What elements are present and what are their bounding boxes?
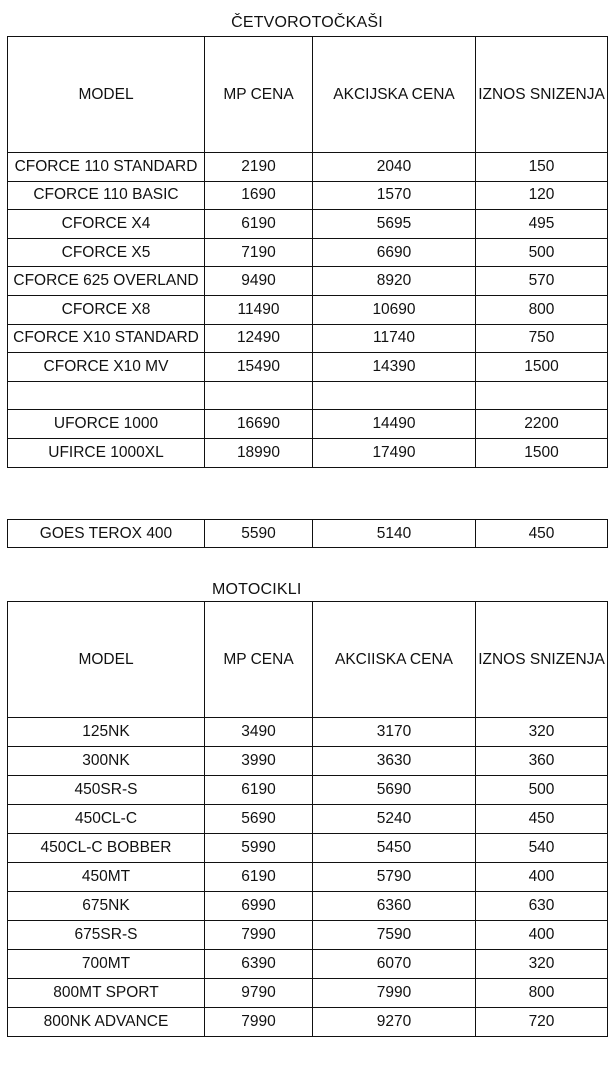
- cell-iznos-snizenja: 400: [476, 921, 608, 950]
- cell-iznos-snizenja: 540: [476, 834, 608, 863]
- cell-akcijska-cena: 11740: [313, 324, 476, 353]
- moto-price-table: [7, 601, 608, 1037]
- cell-model: CFORCE 110 STANDARD: [8, 153, 205, 182]
- cell-iznos-snizenja: 400: [476, 863, 608, 892]
- cell-iznos-snizenja: 450: [476, 805, 608, 834]
- header-mp-cena: MP CENA: [205, 37, 313, 153]
- cell-mp-cena: 3990: [205, 747, 313, 776]
- atv-price-table: [7, 36, 608, 468]
- cell-mp-cena: 5990: [205, 834, 313, 863]
- cell-akcijska-cena: 5240: [313, 805, 476, 834]
- cell-iznos-snizenja: 2200: [476, 410, 608, 439]
- table-row: [8, 805, 608, 834]
- cell-akcijska-cena: 17490: [313, 438, 476, 467]
- cell-mp-cena: 6990: [205, 892, 313, 921]
- cell-iznos-snizenja: 800: [476, 295, 608, 324]
- cell-iznos-snizenja: 360: [476, 747, 608, 776]
- cell-akcijska-cena: 5790: [313, 863, 476, 892]
- cell-iznos-snizenja: 750: [476, 324, 608, 353]
- cell-model: 675NK: [8, 892, 205, 921]
- cell-model: UFORCE 1000: [8, 410, 205, 439]
- cell-iznos-snizenja: 500: [476, 776, 608, 805]
- cell-mp-cena: 9490: [205, 267, 313, 296]
- cell-model: 700MT: [8, 950, 205, 979]
- table-row: [8, 520, 608, 548]
- table-row: [8, 267, 608, 296]
- atv-title: ČETVOROTOČKAŠI: [231, 14, 383, 31]
- cell-mp-cena: 2190: [205, 153, 313, 182]
- cell-model: 450MT: [8, 863, 205, 892]
- cell-mp-cena: [205, 381, 313, 410]
- cell-model: CFORCE 625 OVERLAND: [8, 267, 205, 296]
- cell-model: 675SR-S: [8, 921, 205, 950]
- cell-mp-cena: 11490: [205, 295, 313, 324]
- cell-akcijska-cena: 7590: [313, 921, 476, 950]
- cell-mp-cena: 7990: [205, 921, 313, 950]
- moto-title: MOTOCIKLI: [212, 581, 302, 598]
- table-row: [8, 438, 608, 467]
- cell-model: UFIRCE 1000XL: [8, 438, 205, 467]
- cell-mp-cena: 16690: [205, 410, 313, 439]
- cell-model: CFORCE X8: [8, 295, 205, 324]
- cell-iznos-snizenja: 120: [476, 181, 608, 210]
- cell-akcijska-cena: 14390: [313, 353, 476, 382]
- cell-akcijska-cena: 3170: [313, 718, 476, 747]
- cell-iznos-snizenja: 800: [476, 979, 608, 1008]
- cell-mp-cena: 6390: [205, 950, 313, 979]
- cell-akcijska-cena: 5450: [313, 834, 476, 863]
- table-row: [8, 295, 608, 324]
- cell-model: CFORCE X4: [8, 210, 205, 239]
- cell-model: CFORCE X5: [8, 238, 205, 267]
- table-row: [8, 1008, 608, 1037]
- table-row: [8, 892, 608, 921]
- cell-akcijska-cena: 8920: [313, 267, 476, 296]
- header-akcijska-cena: AKCIISKA CENA: [313, 602, 476, 718]
- table-row: [8, 950, 608, 979]
- cell-model: 300NK: [8, 747, 205, 776]
- table-row: [8, 863, 608, 892]
- header-iznos-snizenja: IZNOS SNIZENJA: [476, 37, 608, 153]
- table-header-row: [8, 602, 608, 718]
- cell-model: 450CL-C: [8, 805, 205, 834]
- cell-mp-cena: 9790: [205, 979, 313, 1008]
- table-row: [8, 718, 608, 747]
- table-row: [8, 776, 608, 805]
- header-model: MODEL: [8, 37, 205, 153]
- table-row: [8, 324, 608, 353]
- table-row: [8, 238, 608, 267]
- cell-model: CFORCE 110 BASIC: [8, 181, 205, 210]
- cell-model: CFORCE X10 STANDARD: [8, 324, 205, 353]
- cell-iznos-snizenja: 570: [476, 267, 608, 296]
- cell-iznos-snizenja: 720: [476, 1008, 608, 1037]
- cell-akcijska-cena: 9270: [313, 1008, 476, 1037]
- cell-mp-cena: 6190: [205, 210, 313, 239]
- table-row: [8, 921, 608, 950]
- cell-model: 125NK: [8, 718, 205, 747]
- cell-mp-cena: 15490: [205, 353, 313, 382]
- table-row: [8, 834, 608, 863]
- cell-akcijska-cena: 1570: [313, 181, 476, 210]
- cell-akcijska-cena: 5690: [313, 776, 476, 805]
- cell-iznos-snizenja: 1500: [476, 353, 608, 382]
- header-iznos-snizenja: IZNOS SNIZENJA: [476, 602, 608, 718]
- cell-akcijska-cena: 14490: [313, 410, 476, 439]
- cell-akcijska-cena: 7990: [313, 979, 476, 1008]
- table-row: [8, 353, 608, 382]
- cell-iznos-snizenja: 320: [476, 718, 608, 747]
- cell-iznos-snizenja: 450: [476, 520, 608, 548]
- cell-mp-cena: 1690: [205, 181, 313, 210]
- cell-model: 450SR-S: [8, 776, 205, 805]
- cell-akcijska-cena: 5140: [313, 520, 476, 548]
- header-mp-cena: MP CENA: [205, 602, 313, 718]
- cell-model: 800NK ADVANCE: [8, 1008, 205, 1037]
- cell-akcijska-cena: 2040: [313, 153, 476, 182]
- cell-model: 450CL-C BOBBER: [8, 834, 205, 863]
- goes-price-table: [7, 519, 608, 548]
- cell-iznos-snizenja: 1500: [476, 438, 608, 467]
- table-header-row: [8, 37, 608, 153]
- table-row: [8, 381, 608, 410]
- table-row: [8, 153, 608, 182]
- cell-iznos-snizenja: 630: [476, 892, 608, 921]
- cell-model: 800MT SPORT: [8, 979, 205, 1008]
- cell-mp-cena: 3490: [205, 718, 313, 747]
- cell-akcijska-cena: 10690: [313, 295, 476, 324]
- cell-akcijska-cena: 6690: [313, 238, 476, 267]
- cell-model: GOES TEROX 400: [8, 520, 205, 548]
- table-row: [8, 747, 608, 776]
- cell-akcijska-cena: 5695: [313, 210, 476, 239]
- cell-mp-cena: 5590: [205, 520, 313, 548]
- header-akcijska-cena: AKCIJSKA CENA: [313, 37, 476, 153]
- cell-mp-cena: 12490: [205, 324, 313, 353]
- cell-model: CFORCE X10 MV: [8, 353, 205, 382]
- cell-iznos-snizenja: 495: [476, 210, 608, 239]
- cell-akcijska-cena: [313, 381, 476, 410]
- cell-mp-cena: 7990: [205, 1008, 313, 1037]
- cell-mp-cena: 6190: [205, 776, 313, 805]
- table-row: [8, 979, 608, 1008]
- cell-akcijska-cena: 6360: [313, 892, 476, 921]
- table-row: [8, 181, 608, 210]
- cell-mp-cena: 18990: [205, 438, 313, 467]
- cell-mp-cena: 5690: [205, 805, 313, 834]
- cell-iznos-snizenja: 500: [476, 238, 608, 267]
- cell-iznos-snizenja: [476, 381, 608, 410]
- cell-mp-cena: 7190: [205, 238, 313, 267]
- header-model: MODEL: [8, 602, 205, 718]
- cell-akcijska-cena: 6070: [313, 950, 476, 979]
- cell-mp-cena: 6190: [205, 863, 313, 892]
- table-row: [8, 210, 608, 239]
- table-row: [8, 410, 608, 439]
- cell-akcijska-cena: 3630: [313, 747, 476, 776]
- cell-iznos-snizenja: 320: [476, 950, 608, 979]
- cell-model: [8, 381, 205, 410]
- cell-iznos-snizenja: 150: [476, 153, 608, 182]
